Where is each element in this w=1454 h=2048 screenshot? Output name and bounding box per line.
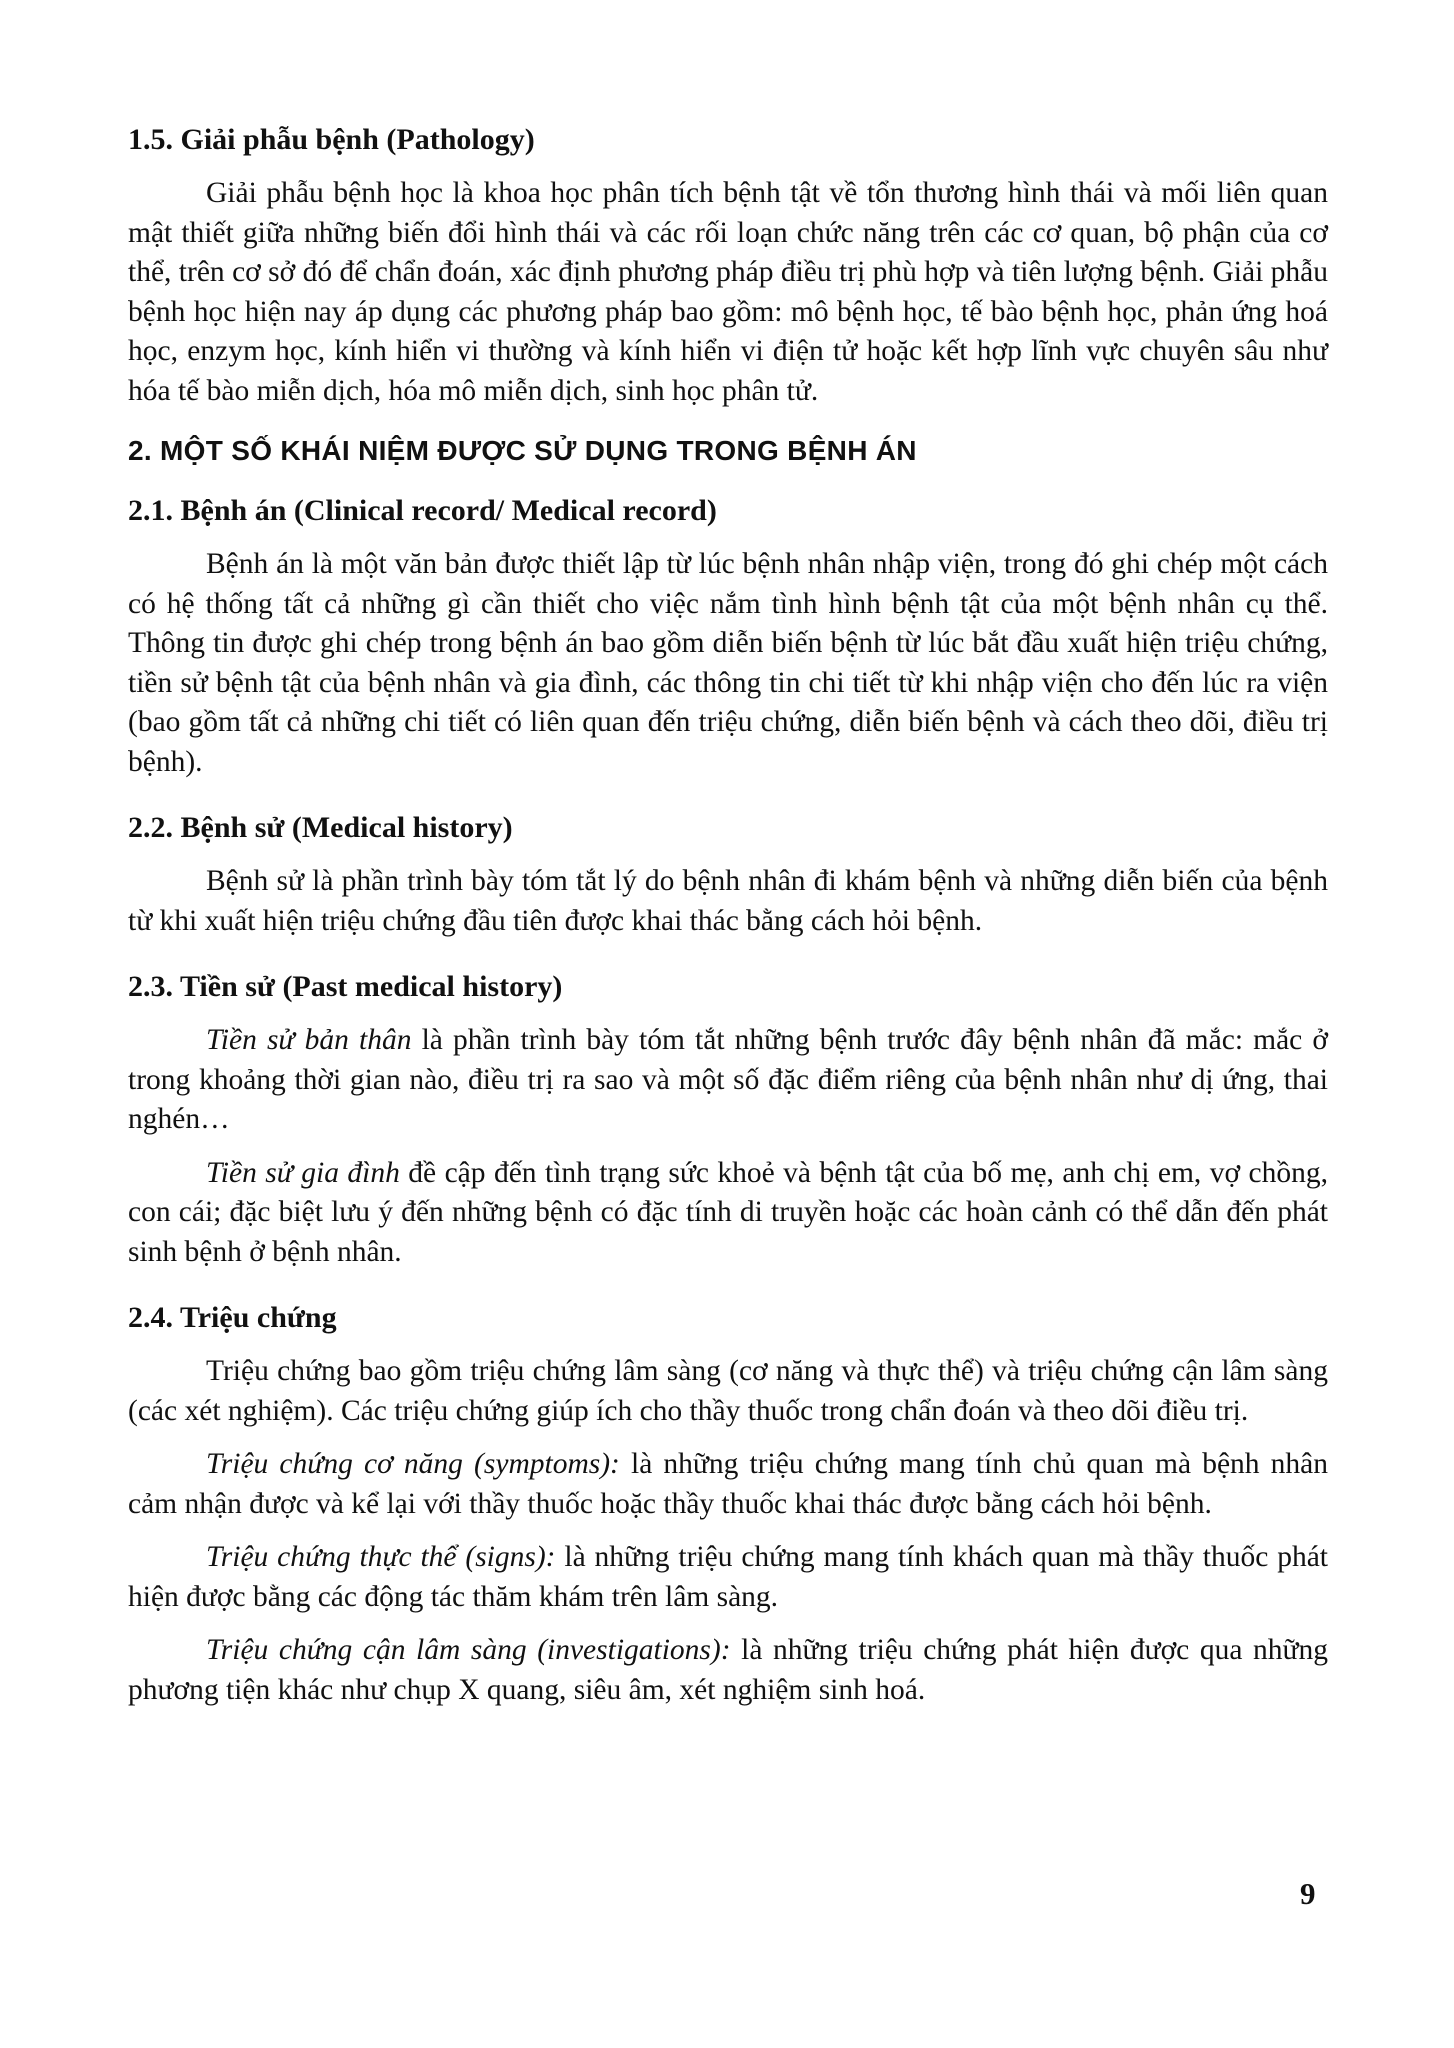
term-family-history: Tiền sử gia đình xyxy=(206,1156,400,1189)
paragraph-family-history xyxy=(128,1154,1328,1273)
heading-2-1: 2.1. Bệnh án (Clinical record/ Medical record) xyxy=(128,494,717,527)
page-number: 9 xyxy=(1300,1876,1316,1911)
term-subjective-symptoms: Triệu chứng cơ năng (symptoms): xyxy=(206,1448,620,1480)
text-subjective-symptoms: là những triệu chứng mang tính chủ quan mà bệnh nhân cảm nhận được và kể lại với thầy thuốc hoặc thầy thuốc khai thác được bằng cách hỏi bệnh. xyxy=(128,1448,1328,1520)
term-personal-history: Tiền sử bản thân xyxy=(206,1024,412,1056)
heading-1-5: 1.5. Giải phẫu bệnh (Pathology) xyxy=(128,123,535,156)
heading-2: 2. MỘT SỐ KHÁI NIỆM ĐƯỢC SỬ DỤNG TRONG BỆNH ÁN xyxy=(128,435,917,466)
heading-2-2: 2.2. Bệnh sử (Medical history) xyxy=(128,811,513,844)
paragraph-symptoms-intro: Triệu chứng bao gồm triệu chứng lâm sàng (cơ năng và thực thể) và triệu chứng cận lâm sàng (các xét nghiệm). Các triệu chứng giúp ích cho thầy thuốc trong chẩn đoán và theo dõi điều trị. xyxy=(128,1355,1328,1427)
document-page xyxy=(128,120,1328,1710)
paragraph-pathology: Giải phẫu bệnh học là khoa học phân tích bệnh tật về tổn thương hình thái và mối liên quan mật thiết giữa những biến đổi hình thái và các rối loạn chức năng trên các cơ quan, bộ phận của cơ thể, trên cơ sở đó để chẩn đoán, xác định phương pháp điều trị phù hợp và tiên lượng bệnh. Giải phẫu bệnh học hiện nay áp dụng các phương pháp bao gồm: mô bệnh học, tế bào bệnh học, phản ứng hoá học, enzym học, kính hiển vi thường và kính hiển vi điện tử hoặc kết hợp lĩnh vực chuyên sâu như hóa tế bào miễn dịch, hóa mô miễn dịch, sinh học phân tử. xyxy=(128,177,1328,407)
text-investigations: là những triệu chứng phát hiện được qua những phương tiện khác như chụp X quang, siêu âm, xét nghiệm sinh hoá. xyxy=(128,1634,1329,1706)
paragraph-clinical-record: Bệnh án là một văn bản được thiết lập từ lúc bệnh nhân nhập viện, trong đó ghi chép một cách có hệ thống tất cả những gì cần thiết cho việc nắm tình hình bệnh tật của một bệnh nhân cụ thể. Thông tin được ghi chép trong bệnh án bao gồm diễn biến bệnh từ lúc bắt đầu xuất hiện triệu chứng, tiền sử bệnh tật của bệnh nhân và gia đình, các thông tin chi tiết từ khi nhập viện cho đến lúc ra viện (bao gồm tất cả những chi tiết có liên quan đến triệu chứng, diễn biến bệnh và cách theo dõi, điều trị bệnh). xyxy=(128,548,1328,778)
paragraph-signs xyxy=(128,1538,1328,1617)
text-personal-history: là phần trình bày tóm tắt những bệnh trước đây bệnh nhân đã mắc: mắc ở trong khoảng thời gian nào, điều trị ra sao và một số đặc điểm riêng của bệnh nhân như dị ứng, thai nghén… xyxy=(128,1024,1328,1135)
term-signs: Triệu chứng thực thể (signs): xyxy=(206,1541,556,1573)
term-investigations: Triệu chứng cận lâm sàng (investigations): xyxy=(206,1634,731,1666)
paragraph-investigations xyxy=(128,1631,1328,1710)
heading-2-3: 2.3. Tiền sử (Past medical history) xyxy=(128,970,563,1003)
text-family-history: đề cập đến tình trạng sức khoẻ và bệnh tật của bố mẹ, anh chị em, vợ chồng, con cái; đặc biệt lưu ý đến những bệnh có đặc tính di truyền hoặc các hoàn cảnh có thể dẫn đến phát sinh bệnh ở bệnh nhân. xyxy=(128,1156,1328,1268)
text-signs: là những triệu chứng mang tính khách quan mà thầy thuốc phát hiện được bằng các động tác thăm khám trên lâm sàng. xyxy=(128,1541,1328,1613)
paragraph-subjective-symptoms xyxy=(128,1445,1328,1524)
paragraph-medical-history: Bệnh sử là phần trình bày tóm tắt lý do bệnh nhân đi khám bệnh và những diễn biến của bệnh từ khi xuất hiện triệu chứng đầu tiên được khai thác bằng cách hỏi bệnh. xyxy=(128,865,1328,937)
paragraph-personal-history xyxy=(128,1021,1328,1140)
heading-2-4: 2.4. Triệu chứng xyxy=(128,1301,337,1334)
